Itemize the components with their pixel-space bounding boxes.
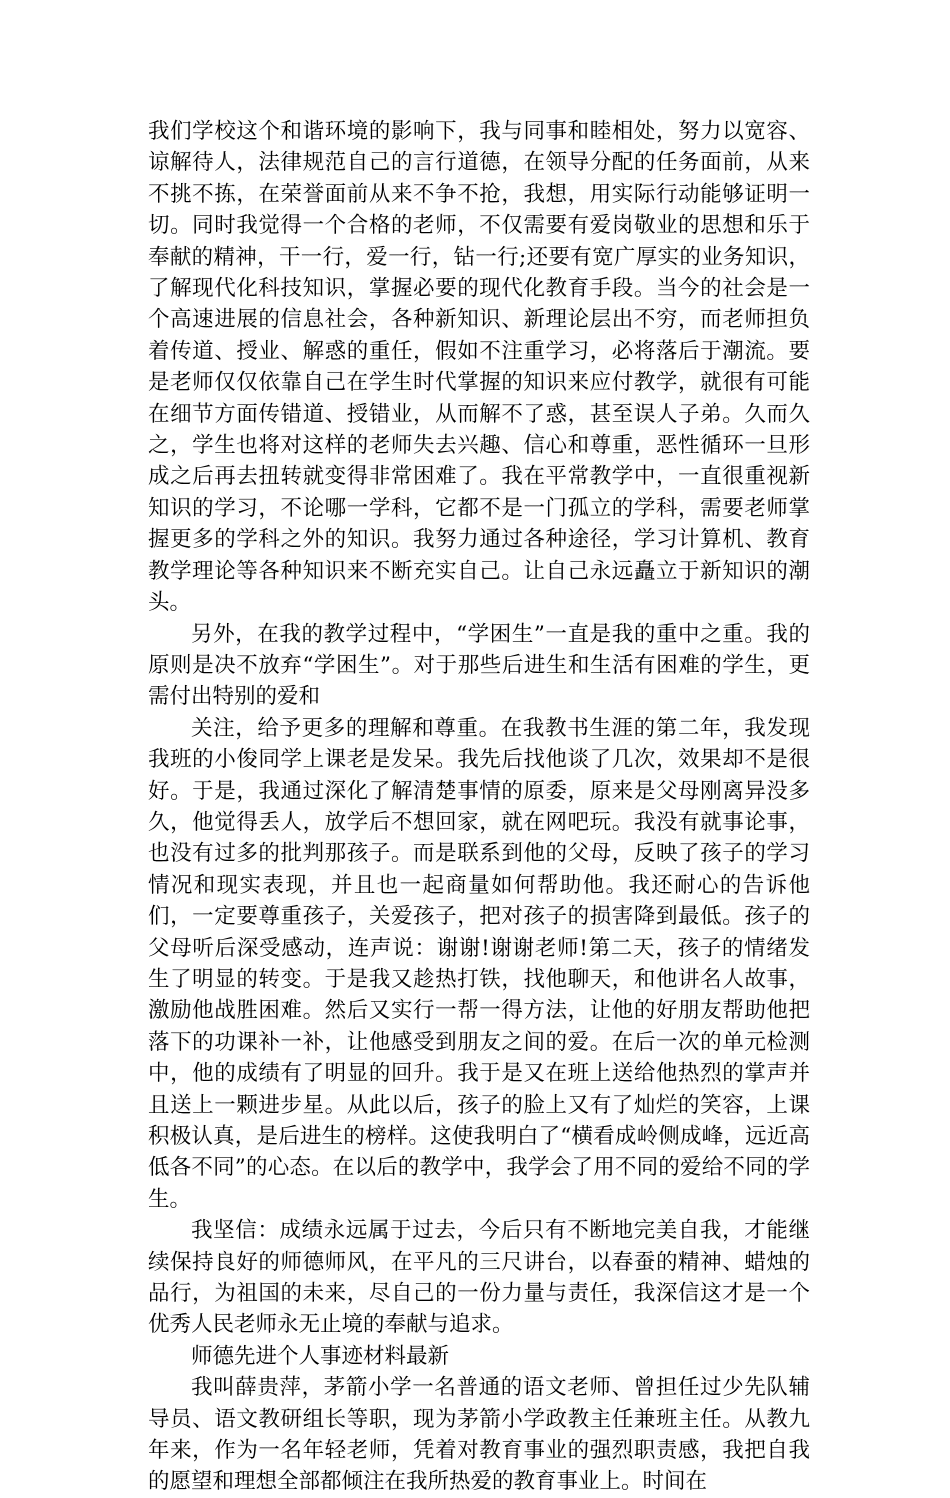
section-heading: 师德先进个人事迹材料最新 xyxy=(191,1343,450,1369)
paragraph-1: 我们学校这个和谐环境的影响下，我与同事和睦相处，努力以宽容、谅解待人，法律规范自己的言行道德，在领导分配的任务面前，从来不挑不拣，在荣誉面前从来不争不抢，我想，用实际行动能够证明一切。同时我觉得一个合格的老师，不仅需要有爱岗敬业的思想和乐于奉献的精神，干一行，爱一行，钻一行;还要有宽广厚实的业务知识，了解现代化科技知识，掌握必要的现代化教育手段。当今的社会是一个高速进展的信息社会，各种新知识、新理论层出不穷，而老师担负着传道、授业、解惑的重任，假如不注重学习，必将落后于潮流。要是老师仅仅依靠自己在学生时代掌握的知识来应付教学，就很有可能在细节方面传错道、授错业，从而解不了惑，甚至误人子弟。久而久之，学生也将对这样的老师失去兴趣、信心和尊重，恶性循环一旦形成之后再去扭转就变得非常困难了。我在平常教学中，一直很重视新知识的学习，不论哪一学科，它都不是一门孤立的学科，需要老师掌握更多的学科之外的知识。我努力通过各种途径，学习计算机、教育教学理论等各种知识来不断充实自己。让自己永远矗立于新知识的潮头。 xyxy=(148,119,810,616)
paragraph-6: 我叫薛贵萍，茅箭小学一名普通的语文老师、曾担任过少先队辅导员、语文教研组长等职，现为茅箭小学政教主任兼班主任。从教九年来，作为一名年轻老师，凭着对教育事业的强烈职责感，我把自我的愿望和理想全部都倾注在我所热爱的教育事业上。时间在 xyxy=(148,1375,810,1495)
paragraph-2: 另外，在我的教学过程中，“学困生”一直是我的重中之重。我的原则是决不放弃“学困生”。对于那些后进生和生活有困难的学生，更需付出特别的爱和 xyxy=(148,621,810,710)
paragraph-3: 关注，给予更多的理解和尊重。在我教书生涯的第二年，我发现我班的小俊同学上课老是发呆。我先后找他谈了几次，效果却不是很好。于是，我通过深化了解清楚事情的原委，原来是父母刚离异没多久，他觉得丢人，放学后不想回家，就在网吧玩。我没有就事论事，也没有过多的批判那孩子。而是联系到他的父母，反映了孩子的学习情况和现实表现，并且也一起商量如何帮助他。我还耐心的告诉他们，一定要尊重孩子，关爱孩子，把对孩子的损害降到最低。孩子的父母听后深受感动，连声说：谢谢!谢谢老师!第二天，孩子的情绪发生了明显的转变。于是我又趁热打铁，找他聊天，和他讲名人故事，激励他战胜困难。然后又实行一帮一得方法，让他的好朋友帮助他把落下的功课补一补，让他感受到朋友之间的爱。在后一次的单元检测中，他的成绩有了明显的回升。我于是又在班上送给他热烈的掌声并且送上一颗进步星。从此以后，孩子的脸上又有了灿烂的笑容，上课积极认真，是后进生的榜样。这使我明白了“横看成岭侧成峰，远近高低各不同”的心态。在以后的教学中，我学会了用不同的爱给不同的学生。 xyxy=(148,715,810,1212)
paragraph-4: 我坚信：成绩永远属于过去，今后只有不断地完美自我，才能继续保持良好的师德师风，在平凡的三尺讲台，以春蚕的精神、蜡烛的品行，为祖国的未来，尽自己的一份力量与责任，我深信这才是一个优秀人民老师永无止境的奉献与追求。 xyxy=(148,1218,810,1338)
document-body xyxy=(148,116,810,1498)
